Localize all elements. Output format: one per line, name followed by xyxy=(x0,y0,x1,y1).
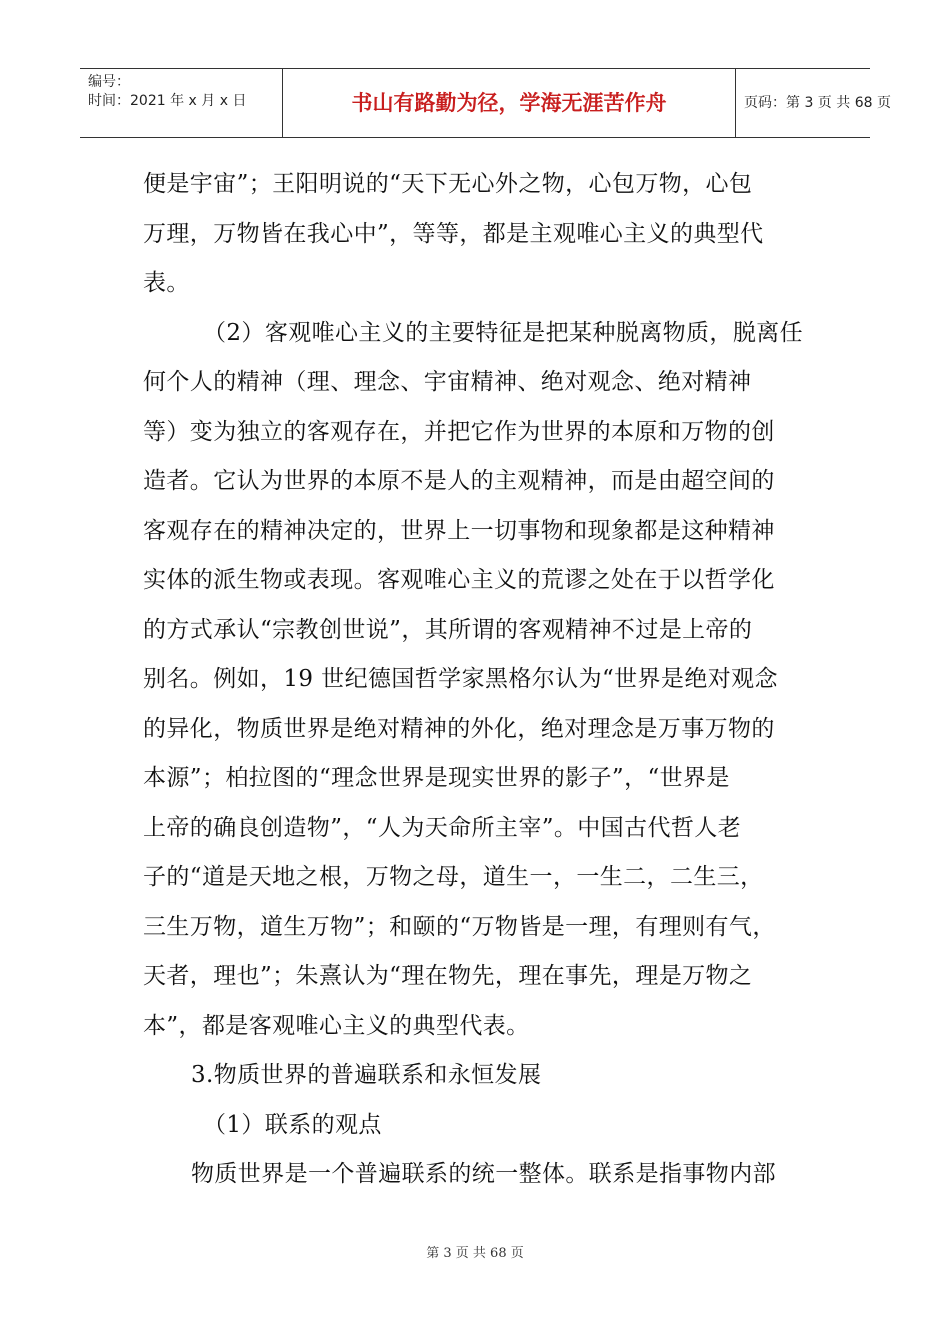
body-line: 本”，都是客观唯心主义的典型代表。 xyxy=(143,1012,530,1039)
header-meta-cell xyxy=(80,69,282,137)
body-line: 实体的派生物或表现。客观唯心主义的荒谬之处在于以哲学化 xyxy=(143,567,775,593)
header-page-info: 页码：第 3 页 共 68 页 xyxy=(744,95,891,111)
paragraph-start-line: 物质世界是一个普遍联系的统一整体。联系是指事物内部 xyxy=(191,1161,776,1187)
body-line: 上帝的确良创造物”，“人为天命所主宰”。中国古代哲人老 xyxy=(143,814,742,841)
header-page-cell xyxy=(735,69,891,137)
body-line: 何个人的精神（理、理念、宇宙精神、绝对观念、绝对精神 xyxy=(143,369,752,395)
body-line: 万理，万物皆在我心中”，等等，都是主观唯心主义的典型代 xyxy=(143,220,764,247)
body-line: 子的“道是天地之根，万物之母，道生一，一生二，二生三， xyxy=(143,864,764,890)
page-header xyxy=(80,68,891,138)
body-line: 造者。它认为世界的本原不是人的主观精神，而是由超空间的 xyxy=(143,468,775,494)
subsection-heading: （1）联系的观点 xyxy=(203,1111,382,1138)
document-body xyxy=(143,160,823,1200)
number-label: 编号： xyxy=(88,74,130,90)
paragraph-start-line: （2）客观唯心主义的主要特征是把某种脱离物质，脱离任 xyxy=(203,319,804,346)
body-line: 客观存在的精神决定的，世界上一切事物和现象都是这种精神 xyxy=(143,517,775,544)
header-motto-cell xyxy=(282,69,736,137)
body-line: 天者，理也”；朱熹认为“理在物先，理在事先，理是万物之 xyxy=(143,963,753,989)
body-line: 等）变为独立的客观存在，并把它作为世界的本原和万物的创 xyxy=(143,418,775,445)
body-line: 的方式承认“宗教创世说”，其所谓的客观精神不过是上帝的 xyxy=(143,616,753,643)
page-footer: 第 3 页 共 68 页 xyxy=(426,1246,524,1261)
body-line: 别名。例如，19 世纪德国哲学家黑格尔认为“世界是绝对观念 xyxy=(143,666,778,692)
body-line: 的异化，物质世界是绝对精神的外化，绝对理念是万事万物的 xyxy=(143,715,775,742)
body-line: 便是宇宙”；王阳明说的“天下无心外之物，心包万物，心包 xyxy=(143,171,753,197)
section-heading: 3.物质世界的普遍联系和永恒发展 xyxy=(191,1062,542,1088)
body-line: 本源”；柏拉图的“理念世界是现实世界的影子”，“世界是 xyxy=(143,765,730,791)
body-line: 三生万物，道生万物”；和颐的“万物皆是一理，有理则有气， xyxy=(143,913,776,940)
time-label: 时间：2021 年 x 月 x 日 xyxy=(88,93,247,109)
body-line: 表。 xyxy=(143,270,190,296)
header-motto: 书山有路勤为径，学海无涯苦作舟 xyxy=(351,90,667,115)
